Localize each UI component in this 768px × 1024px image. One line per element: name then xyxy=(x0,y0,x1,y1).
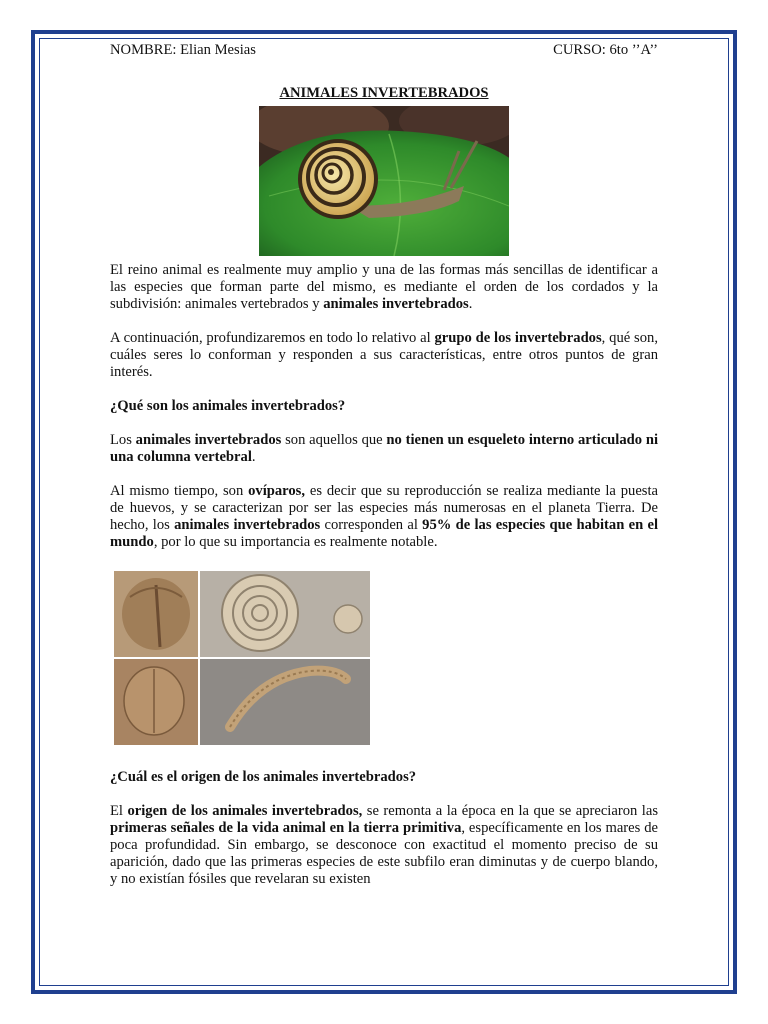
section-heading-origin: ¿Cuál es el origen de los animales invertebrados? xyxy=(110,769,417,785)
student-name: NOMBRE: Elian Mesias xyxy=(110,42,256,58)
paragraph-intro: El reino animal es realmente muy amplio y una de las formas más sencillas de identificar a las especies que forman parte del mismo, es mediante el orden de los cordados y la subdivisión: animales vertebrados y animales invertebrados. xyxy=(110,262,658,312)
paragraph-origin: El origen de los animales invertebrados, se remonta a la época en la que se apreciaron las primeras señales de la vida animal en la tierra primitiva, específicamente en los mares de poca profundidad. Sin embargo, se desconoce con exactitud el momento preciso de su aparición, dado que las primeras especies de este subfilo eran diminutas y de cuerpo blando, y no existían fósiles que revelaran su existen xyxy=(110,803,658,887)
course-label: CURSO: 6to ’’A’’ xyxy=(553,42,658,58)
paragraph-definition: Los animales invertebrados son aquellos que no tienen un esqueleto interno articulado ni una columna vertebral. xyxy=(110,432,658,465)
document-title: ANIMALES INVERTEBRADOS xyxy=(279,85,489,101)
header-row xyxy=(110,42,658,59)
paragraph-continuation: A continuación, profundizaremos en todo lo relativo al grupo de los invertebrados, qué son, cuáles seres lo conforman y responden a sus características, entre otros puntos de gran interés. xyxy=(110,330,658,380)
document-body xyxy=(110,40,658,888)
fossils-image xyxy=(110,567,372,749)
snail-image xyxy=(259,106,509,256)
section-heading-what: ¿Qué son los animales invertebrados? xyxy=(110,398,346,414)
paragraph-oviparous: Al mismo tiempo, son ovíparos, es decir que su reproducción se realiza mediante la puesta de huevos, y se caracterizan por ser las especies más numerosas en el planeta Tierra. De hecho, los animales invertebrados corresponden al 95% de las especies que habitan en el mundo, por lo que su importancia es realmente notable. xyxy=(110,483,659,550)
